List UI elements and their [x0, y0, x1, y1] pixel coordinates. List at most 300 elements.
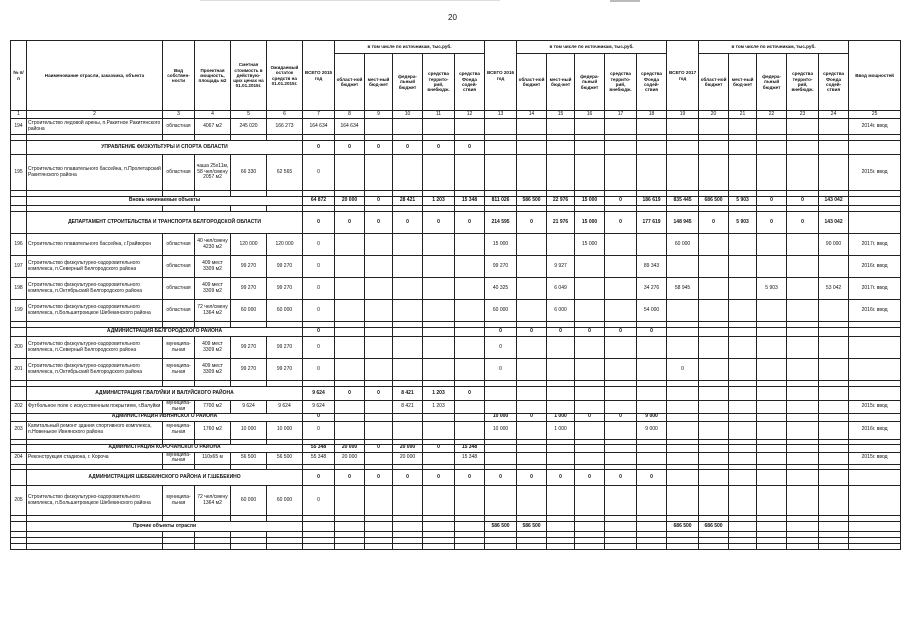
table-cell: 10 000	[485, 413, 517, 421]
table-cell	[605, 359, 637, 381]
column-number: 17	[605, 111, 637, 119]
table-cell: 0	[455, 387, 485, 401]
table-cell: 0	[393, 212, 423, 234]
table-cell	[365, 155, 393, 191]
table-cell	[455, 155, 485, 191]
table-cell	[517, 256, 547, 278]
section-header-row	[11, 413, 901, 421]
table-cell	[667, 141, 699, 155]
table-cell: 164 634	[335, 119, 365, 135]
table-cell: муниципа-льная	[163, 452, 195, 465]
table-cell	[757, 413, 787, 421]
table-cell: 686 500	[699, 522, 729, 532]
header-src-federal: федера-льный бюджет	[393, 54, 423, 111]
table-cell: 20 000	[393, 444, 423, 452]
table-cell: 0	[335, 470, 365, 486]
table-cell: 197	[11, 256, 27, 278]
table-cell	[485, 155, 517, 191]
column-number: 10	[393, 111, 423, 119]
table-cell: 53 042	[819, 278, 849, 300]
table-cell	[819, 486, 849, 516]
table-cell	[517, 401, 547, 414]
table-cell	[667, 486, 699, 516]
table-cell	[335, 413, 365, 421]
table-cell	[819, 155, 849, 191]
header-src-territory: средства террито-рий, внебюдж.	[787, 54, 819, 111]
table-cell: 200	[11, 337, 27, 359]
section-header-row	[11, 212, 901, 234]
header-src-fund: средства Фонда содей-ствия	[819, 54, 849, 111]
table-cell	[393, 256, 423, 278]
table-cell	[547, 387, 575, 401]
table-cell: 55 348	[303, 452, 335, 465]
table-cell	[547, 119, 575, 135]
table-cell: 0	[303, 141, 335, 155]
table-cell: 586 500	[485, 522, 517, 532]
page-number: 20	[448, 13, 457, 22]
table-cell	[787, 359, 819, 381]
table-cell	[485, 452, 517, 465]
table-cell	[365, 486, 393, 516]
table-cell	[423, 328, 455, 337]
table-cell	[757, 421, 787, 439]
table-cell	[455, 234, 485, 256]
table-cell	[517, 155, 547, 191]
table-cell	[575, 278, 605, 300]
blank-cell	[637, 544, 667, 550]
table-cell	[517, 359, 547, 381]
table-cell	[729, 401, 757, 414]
table-cell: 9 000	[637, 413, 667, 421]
section-title: АДМИНИСТРАЦИЯ ИВНЯНСКОГО РАЙОНА	[27, 413, 303, 421]
table-cell	[393, 337, 423, 359]
table-cell	[667, 470, 699, 486]
table-cell: 15 000	[485, 234, 517, 256]
blank-cell	[575, 544, 605, 550]
table-cell: 72 чел/смену 1364 м2	[195, 300, 231, 322]
table-cell	[423, 421, 455, 439]
table-cell	[393, 486, 423, 516]
table-cell	[517, 444, 547, 452]
header-src-territory: средства террито-рий, внебюдж.	[605, 54, 637, 111]
table-cell: 9 000	[637, 421, 667, 439]
table-cell: 0	[335, 141, 365, 155]
table-cell	[787, 470, 819, 486]
table-cell: 10 000	[267, 421, 303, 439]
table-cell	[423, 155, 455, 191]
table-cell	[787, 486, 819, 516]
table-cell: 15 000	[575, 197, 605, 206]
table-cell	[575, 119, 605, 135]
table-cell: 201	[11, 359, 27, 381]
column-number: 13	[485, 111, 517, 119]
table-cell: 0	[303, 256, 335, 278]
header-remain: Ожидаемый остаток средств на 01.01.2015г.	[267, 41, 303, 111]
table-cell: 835 445	[667, 197, 699, 206]
table-row	[11, 359, 901, 381]
table-cell	[605, 486, 637, 516]
table-cell: 245 020	[231, 119, 267, 135]
table-cell	[517, 452, 547, 465]
table-cell: 586 500	[517, 522, 547, 532]
table-cell	[667, 387, 699, 401]
blank-cell	[11, 212, 27, 234]
table-cell	[699, 470, 729, 486]
object-name-cell: Строительство физкультурно-оздоровительного комплекса, п.Октябрьский Белгородского района	[27, 278, 163, 300]
table-cell	[517, 234, 547, 256]
blank-cell	[517, 544, 547, 550]
table-cell	[699, 444, 729, 452]
table-cell: 0	[423, 212, 455, 234]
blank-cell	[163, 544, 195, 550]
table-cell	[757, 119, 787, 135]
table-cell	[455, 328, 485, 337]
table-cell	[699, 234, 729, 256]
blank-cell	[231, 544, 267, 550]
table-cell: 8 421	[393, 401, 423, 414]
table-cell: 202	[11, 401, 27, 414]
table-cell: 4067 м2	[195, 119, 231, 135]
header-src-federal: федера-льный бюджет	[575, 54, 605, 111]
column-number: 4	[195, 111, 231, 119]
blank-cell	[819, 544, 849, 550]
table-cell	[787, 256, 819, 278]
table-cell: 0	[485, 359, 517, 381]
column-number-row	[11, 111, 901, 119]
table-cell	[605, 234, 637, 256]
table-cell	[335, 522, 365, 532]
header-src-regional: област-ной бюджет	[335, 54, 365, 111]
table-cell: 9 624	[267, 401, 303, 414]
table-cell	[605, 119, 637, 135]
section-header-row	[11, 141, 901, 155]
table-cell: 55 348	[303, 444, 335, 452]
table-cell	[423, 337, 455, 359]
table-row	[11, 155, 901, 191]
table-cell: 0	[605, 413, 637, 421]
blank-cell	[11, 522, 27, 532]
table-cell: областная	[163, 256, 195, 278]
table-cell: 0	[393, 141, 423, 155]
table-cell	[485, 387, 517, 401]
column-number: 22	[757, 111, 787, 119]
blank-cell	[605, 544, 637, 550]
table-cell: 0	[575, 413, 605, 421]
table-cell: 58 945	[667, 278, 699, 300]
table-cell: 2015г. ввод	[849, 155, 901, 191]
table-cell	[819, 413, 849, 421]
table-cell: 0	[575, 470, 605, 486]
table-cell	[699, 401, 729, 414]
table-cell	[423, 256, 455, 278]
table-cell	[365, 256, 393, 278]
budget-table	[10, 40, 901, 550]
table-cell: 99 270	[231, 359, 267, 381]
table-cell	[393, 328, 423, 337]
table-cell	[393, 359, 423, 381]
table-cell: 196	[11, 234, 27, 256]
table-cell	[849, 328, 901, 337]
table-cell: 0	[575, 328, 605, 337]
header-total-2016: ВСЕГО 2016 год	[485, 41, 517, 111]
table-cell	[787, 300, 819, 322]
table-cell: 166 273	[267, 119, 303, 135]
table-cell	[787, 452, 819, 465]
table-cell	[849, 359, 901, 381]
blank-cell	[365, 544, 393, 550]
table-cell	[575, 359, 605, 381]
table-cell: 0	[757, 212, 787, 234]
table-cell: 2016г. ввод	[849, 300, 901, 322]
table-cell	[517, 486, 547, 516]
table-cell: 7700 м2	[195, 401, 231, 414]
table-cell	[787, 387, 819, 401]
table-cell	[819, 470, 849, 486]
table-cell	[517, 141, 547, 155]
object-name-cell: Строительство физкультурно-оздоровительного комплекса, п.Большетроицкое Шебекинского района	[27, 486, 163, 516]
table-cell	[365, 413, 393, 421]
blank-cell	[787, 544, 819, 550]
table-cell: 0	[335, 387, 365, 401]
table-cell: 20 000	[335, 444, 365, 452]
table-cell	[757, 234, 787, 256]
table-cell: 5 903	[729, 197, 757, 206]
table-cell	[787, 421, 819, 439]
header-src-local: мест-ный бюд-жет	[365, 54, 393, 111]
table-cell: 198	[11, 278, 27, 300]
table-cell: 21 976	[547, 212, 575, 234]
table-cell	[637, 452, 667, 465]
table-cell: областная	[163, 300, 195, 322]
table-cell	[787, 522, 819, 532]
header-sources-2017: в том числе по источникам, тыс.руб.	[699, 41, 849, 54]
table-cell	[605, 421, 637, 439]
table-row	[11, 452, 901, 465]
table-cell	[637, 337, 667, 359]
table-cell: 0	[547, 470, 575, 486]
table-cell: 811 026	[485, 197, 517, 206]
table-cell	[547, 141, 575, 155]
table-cell: 1760 м2	[195, 421, 231, 439]
blank-cell	[485, 544, 517, 550]
table-cell: 60 000	[231, 300, 267, 322]
table-cell: 99 270	[231, 256, 267, 278]
table-cell	[575, 155, 605, 191]
table-cell: 199	[11, 300, 27, 322]
object-name-cell: Строительство физкультурно-оздоровительного комплекса, п.Северный Белгородского района	[27, 337, 163, 359]
blank-cell	[547, 544, 575, 550]
table-cell: 54 000	[637, 300, 667, 322]
table-cell	[455, 421, 485, 439]
table-cell	[757, 256, 787, 278]
table-cell	[423, 278, 455, 300]
table-cell: 60 000	[267, 300, 303, 322]
header-sources-2016: в том числе по источникам, тыс.руб.	[517, 41, 667, 54]
table-cell	[423, 522, 455, 532]
summary-title: Вновь начинаемые объекты	[27, 197, 303, 206]
table-cell: 0	[757, 197, 787, 206]
table-cell: 15 348	[455, 444, 485, 452]
table-cell	[455, 337, 485, 359]
blank-cell	[11, 444, 27, 452]
table-cell	[757, 141, 787, 155]
table-cell: 10 000	[485, 421, 517, 439]
object-name-cell: Реконструкция стадиона, г. Короча	[27, 452, 163, 465]
header-name: Наименование отрасли, заказчика, объекта	[27, 41, 163, 111]
table-cell: областная	[163, 278, 195, 300]
table-cell: 20 000	[335, 452, 365, 465]
table-cell: 0	[393, 470, 423, 486]
table-cell	[699, 486, 729, 516]
summary-row	[11, 197, 901, 206]
table-cell	[819, 256, 849, 278]
table-cell	[849, 197, 901, 206]
table-cell: 8 421	[393, 387, 423, 401]
header-src-regional: област-ной бюджет	[699, 54, 729, 111]
object-name-cell: Футбольное поле с искусственным покрытием, г.Валуйки	[27, 401, 163, 414]
blank-cell	[11, 470, 27, 486]
table-cell	[667, 328, 699, 337]
table-cell	[423, 486, 455, 516]
table-cell: 0	[605, 197, 637, 206]
table-cell	[729, 278, 757, 300]
table-cell	[455, 401, 485, 414]
blank-cell	[303, 544, 335, 550]
blank-cell	[11, 141, 27, 155]
table-cell	[335, 256, 365, 278]
table-cell	[667, 256, 699, 278]
table-cell: 56 500	[231, 452, 267, 465]
table-cell	[757, 522, 787, 532]
table-cell: 0	[365, 387, 393, 401]
table-cell	[729, 486, 757, 516]
table-cell: 2016г. ввод	[849, 256, 901, 278]
table-cell	[787, 119, 819, 135]
table-cell: 0	[485, 337, 517, 359]
blank-cell	[849, 544, 901, 550]
table-cell	[365, 522, 393, 532]
column-number: 15	[547, 111, 575, 119]
table-cell	[819, 522, 849, 532]
table-cell: 214 595	[485, 212, 517, 234]
blank-cell	[335, 544, 365, 550]
column-number: 6	[267, 111, 303, 119]
table-cell: 0	[303, 359, 335, 381]
table-cell: 5 903	[729, 212, 757, 234]
table-cell	[667, 155, 699, 191]
section-header-row	[11, 387, 901, 401]
table-cell	[819, 359, 849, 381]
table-cell: 2015г. ввод	[849, 452, 901, 465]
table-cell	[365, 278, 393, 300]
table-cell: 0	[485, 328, 517, 337]
object-name-cell: Строительство ледовой арены, п.Ракитное Ракитянского района	[27, 119, 163, 135]
table-cell	[819, 421, 849, 439]
scan-edge-mark	[200, 0, 500, 1]
header-total-2015: ВСЕГО 2015 год	[303, 41, 335, 111]
table-row	[11, 401, 901, 414]
table-cell	[547, 444, 575, 452]
table-cell: 15 348	[455, 197, 485, 206]
table-cell	[517, 119, 547, 135]
table-cell	[605, 401, 637, 414]
blank-cell	[729, 544, 757, 550]
table-cell: 0	[547, 328, 575, 337]
column-number: 5	[231, 111, 267, 119]
table-cell	[849, 522, 901, 532]
table-cell	[455, 359, 485, 381]
table-cell	[667, 300, 699, 322]
table-row	[11, 119, 901, 135]
table-cell: 0	[303, 212, 335, 234]
table-cell: 120 000	[267, 234, 303, 256]
column-number: 20	[699, 111, 729, 119]
table-cell	[757, 387, 787, 401]
table-cell	[485, 141, 517, 155]
column-number: 8	[335, 111, 365, 119]
table-cell	[605, 444, 637, 452]
table-cell: 99 270	[231, 337, 267, 359]
table-cell	[335, 155, 365, 191]
table-cell	[517, 337, 547, 359]
section-title: АДМИНИСТРАЦИЯ КОРОЧАНСКОГО РАЙОНА	[27, 444, 303, 452]
table-cell: 0	[637, 470, 667, 486]
object-name-cell: Строительство физкультурно-оздоровительного комплекса, п.Большетроицкое Шебекинского района	[27, 300, 163, 322]
table-cell: 60 000	[667, 234, 699, 256]
table-cell: 205	[11, 486, 27, 516]
table-cell: 0	[517, 212, 547, 234]
table-cell	[575, 387, 605, 401]
blank-cell	[757, 544, 787, 550]
table-cell	[637, 155, 667, 191]
table-cell	[455, 256, 485, 278]
table-cell	[729, 444, 757, 452]
header-src-fund: средства Фонда содей-ствия	[637, 54, 667, 111]
table-cell: 66 330	[231, 155, 267, 191]
table-cell	[819, 328, 849, 337]
table-cell: 0	[423, 470, 455, 486]
table-cell	[365, 401, 393, 414]
table-cell	[787, 337, 819, 359]
table-cell	[605, 337, 637, 359]
table-cell	[729, 421, 757, 439]
table-cell	[667, 413, 699, 421]
table-cell	[787, 278, 819, 300]
table-cell: 0	[335, 212, 365, 234]
table-cell: 9 927	[547, 256, 575, 278]
table-cell: 686 500	[667, 522, 699, 532]
table-cell	[729, 256, 757, 278]
table-cell: 40 325	[485, 278, 517, 300]
table-cell: 99 270	[267, 337, 303, 359]
table-cell: 194	[11, 119, 27, 135]
column-number: 3	[163, 111, 195, 119]
table-cell	[575, 452, 605, 465]
section-title: ДЕПАРТАМЕНТ СТРОИТЕЛЬСТВА И ТРАНСПОРТА БЕЛГОРОДСКОЙ ОБЛАСТИ	[27, 212, 303, 234]
table-cell	[423, 452, 455, 465]
table-cell: 9 624	[231, 401, 267, 414]
table-cell	[729, 413, 757, 421]
blank-cell	[11, 387, 27, 401]
table-body	[11, 111, 901, 550]
table-cell	[335, 401, 365, 414]
table-cell: 64 872	[303, 197, 335, 206]
table-cell	[699, 141, 729, 155]
table-cell	[787, 155, 819, 191]
table-cell	[365, 234, 393, 256]
table-cell	[485, 444, 517, 452]
table-cell: 186 619	[637, 197, 667, 206]
